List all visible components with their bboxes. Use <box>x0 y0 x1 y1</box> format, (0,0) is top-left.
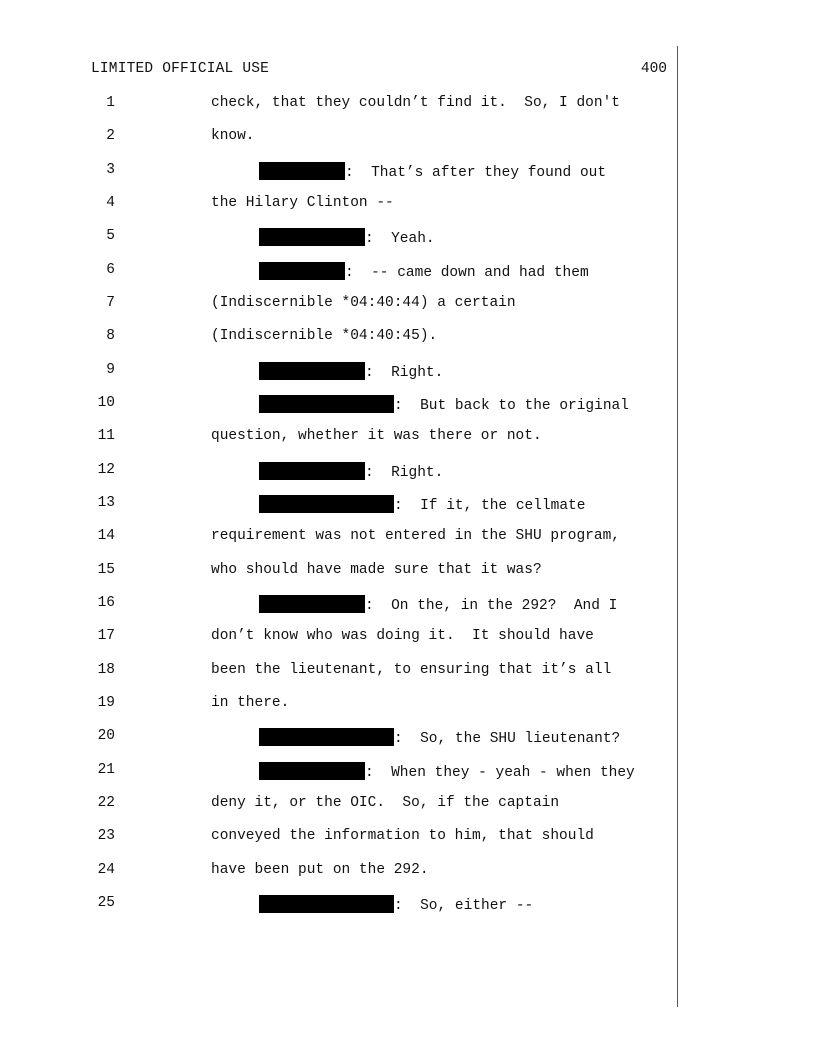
line-number: 6 <box>106 262 115 278</box>
line-text: know. <box>211 128 255 144</box>
transcript-line <box>0 295 816 315</box>
redacted-speaker-name <box>259 895 394 913</box>
transcript-line <box>0 828 816 848</box>
speaker-line <box>259 895 533 914</box>
redacted-speaker-name <box>259 395 394 413</box>
line-text: the Hilary Clinton -- <box>211 195 394 211</box>
line-text: conveyed the information to him, that should <box>211 828 594 844</box>
line-number: 3 <box>106 162 115 178</box>
transcript-line <box>0 462 816 482</box>
line-number: 14 <box>97 528 115 544</box>
speaker-line <box>259 728 620 747</box>
line-number: 20 <box>97 728 115 744</box>
speaker-line <box>259 495 585 514</box>
line-text: : -- came down and had them <box>345 265 589 281</box>
line-number: 25 <box>97 895 115 911</box>
transcript-line <box>0 495 816 515</box>
redacted-speaker-name <box>259 495 394 513</box>
line-text: requirement was not entered in the SHU program, <box>211 528 620 544</box>
speaker-line <box>259 762 635 781</box>
transcript-line <box>0 128 816 148</box>
transcript-line <box>0 195 816 215</box>
page-number: 400 <box>640 61 667 77</box>
line-number: 23 <box>97 828 115 844</box>
line-number: 12 <box>97 462 115 478</box>
line-number: 15 <box>97 562 115 578</box>
line-text: : But back to the original <box>394 398 629 414</box>
transcript-line <box>0 895 816 915</box>
redacted-speaker-name <box>259 228 365 246</box>
line-number: 11 <box>97 428 115 444</box>
transcript-line <box>0 762 816 782</box>
line-text: : On the, in the 292? And I <box>365 598 618 614</box>
line-number: 24 <box>97 862 115 878</box>
line-number: 16 <box>97 595 115 611</box>
transcript-line <box>0 795 816 815</box>
line-text: have been put on the 292. <box>211 862 429 878</box>
line-text: been the lieutenant, to ensuring that it’s all <box>211 662 612 678</box>
line-text: question, whether it was there or not. <box>211 428 542 444</box>
line-number: 7 <box>106 295 115 311</box>
redacted-speaker-name <box>259 362 365 380</box>
speaker-line <box>259 228 435 247</box>
redacted-speaker-name <box>259 728 394 746</box>
transcript-line <box>0 728 816 748</box>
speaker-line <box>259 362 443 381</box>
transcript-line <box>0 528 816 548</box>
speaker-line <box>259 462 443 481</box>
line-text: : Yeah. <box>365 231 435 247</box>
line-number: 19 <box>97 695 115 711</box>
speaker-line <box>259 162 606 181</box>
line-text: (Indiscernible *04:40:44) a certain <box>211 295 516 311</box>
transcript-line <box>0 428 816 448</box>
line-number: 21 <box>97 762 115 778</box>
transcript-line <box>0 595 816 615</box>
line-text: deny it, or the OIC. So, if the captain <box>211 795 560 811</box>
transcript-line <box>0 862 816 882</box>
redacted-speaker-name <box>259 162 345 180</box>
line-number: 1 <box>106 95 115 111</box>
line-text: : If it, the cellmate <box>394 498 586 514</box>
transcript-line <box>0 328 816 348</box>
line-text: check, that they couldn’t find it. So, I don't <box>211 95 620 111</box>
speaker-line <box>259 262 589 281</box>
line-text: : Right. <box>365 465 444 481</box>
line-number: 18 <box>97 662 115 678</box>
transcript-line <box>0 162 816 182</box>
line-number: 4 <box>106 195 115 211</box>
line-text: don’t know who was doing it. It should have <box>211 628 594 644</box>
redacted-speaker-name <box>259 595 365 613</box>
transcript-line <box>0 362 816 382</box>
redacted-speaker-name <box>259 462 365 480</box>
line-text: in there. <box>211 695 290 711</box>
speaker-line <box>259 595 617 614</box>
line-number: 9 <box>106 362 115 378</box>
transcript-line <box>0 95 816 115</box>
page-header-title: LIMITED OFFICIAL USE <box>91 61 270 77</box>
line-number: 10 <box>97 395 115 411</box>
line-number: 22 <box>97 795 115 811</box>
transcript-line <box>0 628 816 648</box>
line-number: 5 <box>106 228 115 244</box>
line-text: : So, either -- <box>394 898 534 914</box>
transcript-line <box>0 562 816 582</box>
speaker-line <box>259 395 629 414</box>
line-number: 13 <box>97 495 115 511</box>
line-text: (Indiscernible *04:40:45). <box>211 328 438 344</box>
line-text: : Right. <box>365 365 444 381</box>
transcript-line <box>0 395 816 415</box>
line-text: : When they - yeah - when they <box>365 765 635 781</box>
transcript-line <box>0 262 816 282</box>
line-number: 8 <box>106 328 115 344</box>
line-text: : So, the SHU lieutenant? <box>394 731 621 747</box>
line-text: : That’s after they found out <box>345 165 607 181</box>
redacted-speaker-name <box>259 762 365 780</box>
transcript-line <box>0 695 816 715</box>
line-number: 17 <box>97 628 115 644</box>
line-number: 2 <box>106 128 115 144</box>
line-text: who should have made sure that it was? <box>211 562 542 578</box>
transcript-line <box>0 662 816 682</box>
redacted-speaker-name <box>259 262 345 280</box>
transcript-line <box>0 228 816 248</box>
